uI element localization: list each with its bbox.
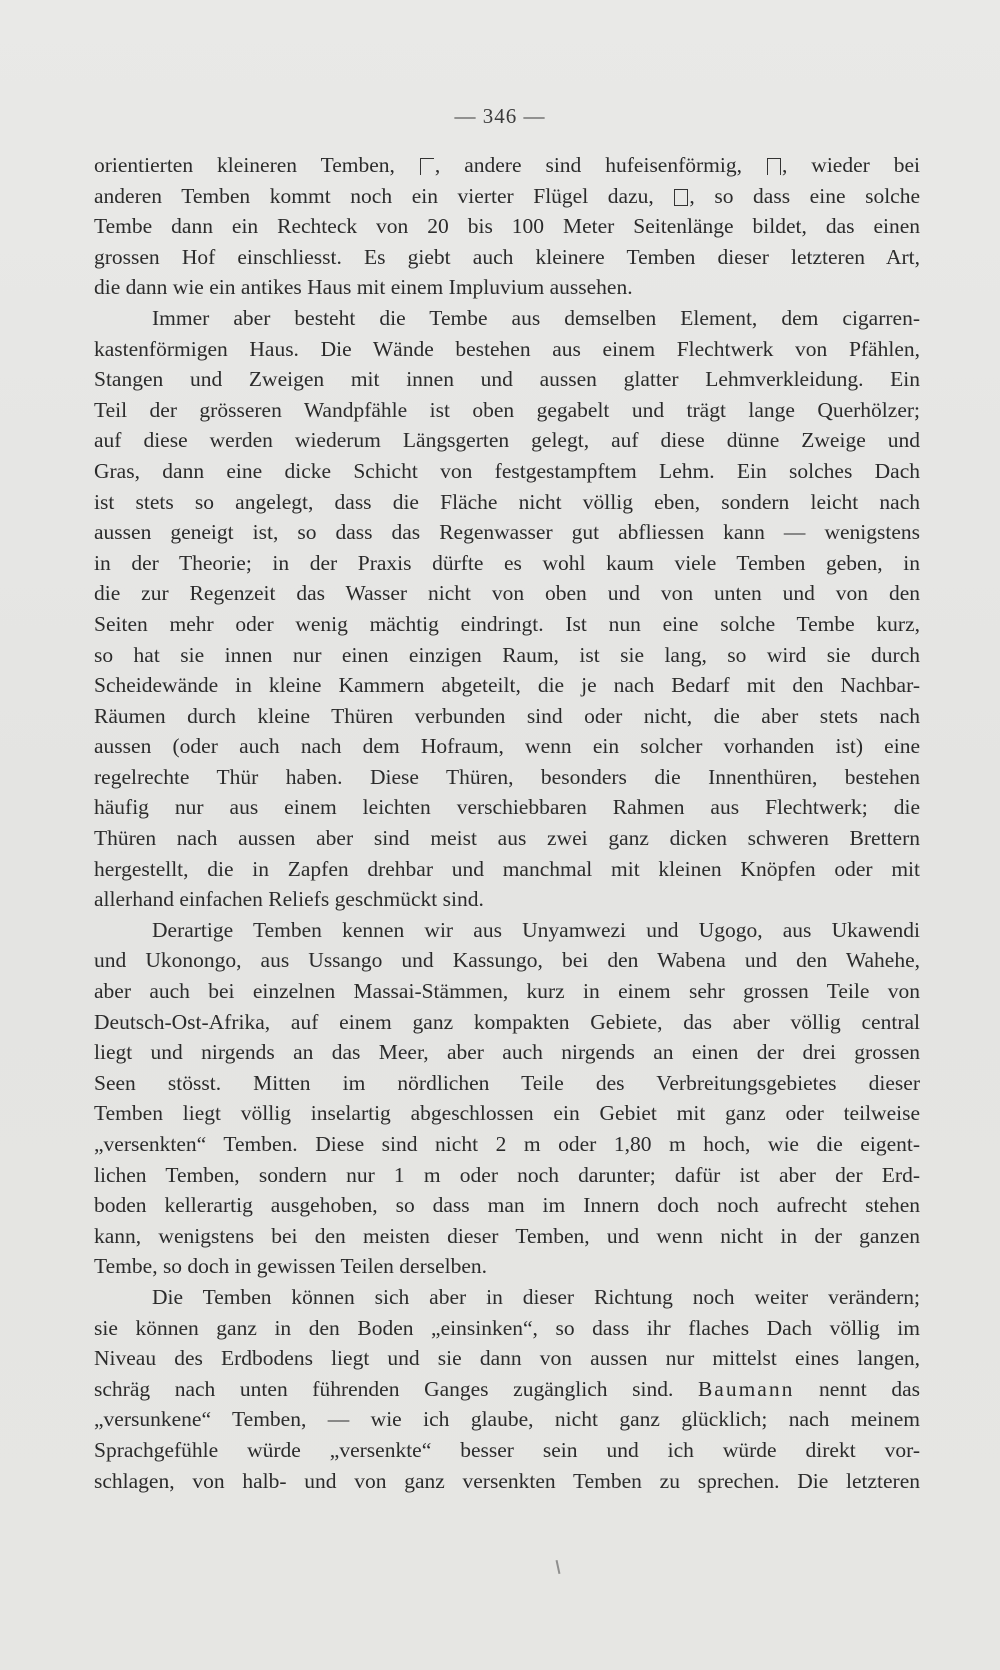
text-line: Seiten mehr oder wenig mächtig eindringt. Ist nun eine solche Tembe kurz,: [94, 611, 920, 636]
text-line: Niveau des Erdbodens liegt und sie dann von aussen nur mittelst eines langen,: [94, 1346, 920, 1371]
text-line: allerhand einfachen Reliefs geschmückt sind.: [94, 887, 484, 912]
text-line: aber auch bei einzelnen Massai-Stämmen, kurz in einem sehr grossen Teile von: [94, 979, 920, 1004]
text-line: grossen Hof einschliesst. Es giebt auch kleinere Temben dieser letzteren Art,: [94, 244, 920, 269]
author-name-spaced: Baumann: [697, 1376, 795, 1401]
page-number: — 346 —: [454, 104, 546, 128]
text-line: Temben liegt völlig inselartig abgeschlossen ein Gebiet mit ganz oder teilweise: [94, 1101, 920, 1126]
text-line: [94, 150, 920, 181]
text-line: Gras, dann eine dicke Schicht von festgestampftem Lehm. Ein solches Dach: [94, 458, 920, 483]
closed-square-shape-icon: [674, 189, 688, 206]
text-fragment: nennt das: [818, 1376, 920, 1401]
text-fragment: anderen Temben kommt noch ein vierter Flügel dazu,: [94, 183, 654, 208]
body-text: [94, 150, 920, 1496]
text-line: Thüren nach aussen aber sind meist aus zwei ganz dicken schweren Brettern: [94, 826, 920, 851]
text-line: aussen (oder auch nach dem Hofraum, wenn ein solcher vorhanden ist) eine: [94, 734, 920, 759]
text-line: hergestellt, die in Zapfen drehbar und manchmal mit kleinen Knöpfen oder mit: [94, 856, 920, 881]
text-line: Stangen und Zweigen mit innen und aussen glatter Lehmverkleidung. Ein: [94, 367, 920, 392]
text-line: [94, 1374, 920, 1405]
text-line: Derartige Temben kennen wir aus Unyamwezi und Ugogo, aus Ukawendi: [152, 917, 920, 942]
text-line: Tembe dann ein Rechteck von 20 bis 100 Meter Seitenlänge bildet, das einen: [94, 214, 920, 239]
text-line: liegt und nirgends an das Meer, aber auch nirgends an einen der drei grossen: [94, 1040, 920, 1065]
paragraph-4: [94, 1282, 920, 1496]
text-line: boden kellerartig ausgehoben, so dass man im Innern doch noch aufrecht stehen: [94, 1193, 920, 1218]
text-line: kann, wenigstens bei den meisten dieser Temben, und wenn nicht in der ganzen: [94, 1223, 920, 1248]
text-line: regelrechte Thür haben. Diese Thüren, besonders die Innenthüren, bestehen: [94, 764, 920, 789]
text-line: häufig nur aus einem leichten verschiebbaren Rahmen aus Flechtwerk; die: [94, 795, 920, 820]
text-line: Deutsch-Ost-Afrika, auf einem ganz kompakten Gebiete, das aber völlig central: [94, 1009, 920, 1034]
text-line: lichen Temben, sondern nur 1 m oder noch darunter; dafür ist aber der Erd-: [94, 1162, 920, 1187]
text-fragment: , so dass eine solche: [689, 183, 920, 208]
text-line: Seen stösst. Mitten im nördlichen Teile des Verbreitungsgebietes dieser: [94, 1070, 920, 1095]
text-line: Teil der grösseren Wandpfähle ist oben gegabelt und trägt lange Querhölzer;: [94, 397, 920, 422]
text-line: in der Theorie; in der Praxis dürfte es wohl kaum viele Temben geben, in: [94, 550, 920, 575]
text-line: „versunkene“ Temben, — wie ich glaube, nicht ganz glücklich; nach meinem: [94, 1407, 920, 1432]
text-line: schlagen, von halb- und von ganz versenkten Temben zu sprechen. Die letzteren: [94, 1468, 920, 1493]
paragraph-3: [94, 915, 920, 1282]
text-line: sie können ganz in den Boden „einsinken“, so dass ihr flaches Dach völlig im: [94, 1315, 920, 1340]
text-line: Tembe, so doch in gewissen Teilen derselben.: [94, 1254, 488, 1279]
paragraph-2: [94, 303, 920, 915]
text-fragment: , wieder bei: [781, 153, 920, 177]
text-line: „versenkten“ Temben. Diese sind nicht 2 m oder 1,80 m hoch, wie die eigent-: [94, 1132, 920, 1156]
text-fragment: , andere sind hufeisenförmig,: [434, 153, 742, 177]
text-line: Die Temben können sich aber in dieser Richtung noch weiter verändern;: [152, 1284, 920, 1309]
text-line: so hat sie innen nur einen einzigen Raum, ist sie lang, so wird sie durch: [94, 642, 920, 667]
horseshoe-shape-icon: [767, 158, 781, 175]
text-line: Immer aber besteht die Tembe aus demselben Element, dem cigarren-: [152, 305, 920, 330]
paragraph-1: [94, 150, 920, 303]
text-line: ist stets so angelegt, dass die Fläche nicht völlig eben, sondern leicht nach: [94, 489, 920, 514]
text-line: Räumen durch kleine Thüren verbunden sind oder nicht, die aber stets nach: [94, 703, 920, 728]
text-line: [94, 181, 920, 212]
text-line: auf diese werden wiederum Längsgerten gelegt, auf diese dünne Zweige und: [94, 428, 920, 453]
text-line: aussen geneigt ist, so dass das Regenwasser gut abfliessen kann — wenigstens: [94, 520, 920, 545]
text-line: Scheidewände in kleine Kammern abgeteilt, die je nach Bedarf mit den Nachbar-: [94, 673, 920, 698]
text-line: kastenförmigen Haus. Die Wände bestehen aus einem Flechtwerk von Pfählen,: [94, 336, 920, 361]
paper-speck: [556, 1560, 561, 1574]
text-line: die dann wie ein antikes Haus mit einem Impluvium aussehen.: [94, 275, 633, 300]
text-line: die zur Regenzeit das Wasser nicht von oben und von unten und von den: [94, 581, 920, 606]
text-line: Sprachgefühle würde „versenkte“ besser sein und ich würde direkt vor-: [94, 1437, 920, 1462]
corner-shape-icon: [420, 158, 434, 175]
text-fragment: schräg nach unten führenden Ganges zugänglich sind.: [94, 1376, 674, 1401]
text-line: und Ukonongo, aus Ussango und Kassungo, bei den Wabena und den Wahehe,: [94, 948, 920, 973]
text-fragment: orientierten kleineren Temben,: [94, 153, 395, 177]
